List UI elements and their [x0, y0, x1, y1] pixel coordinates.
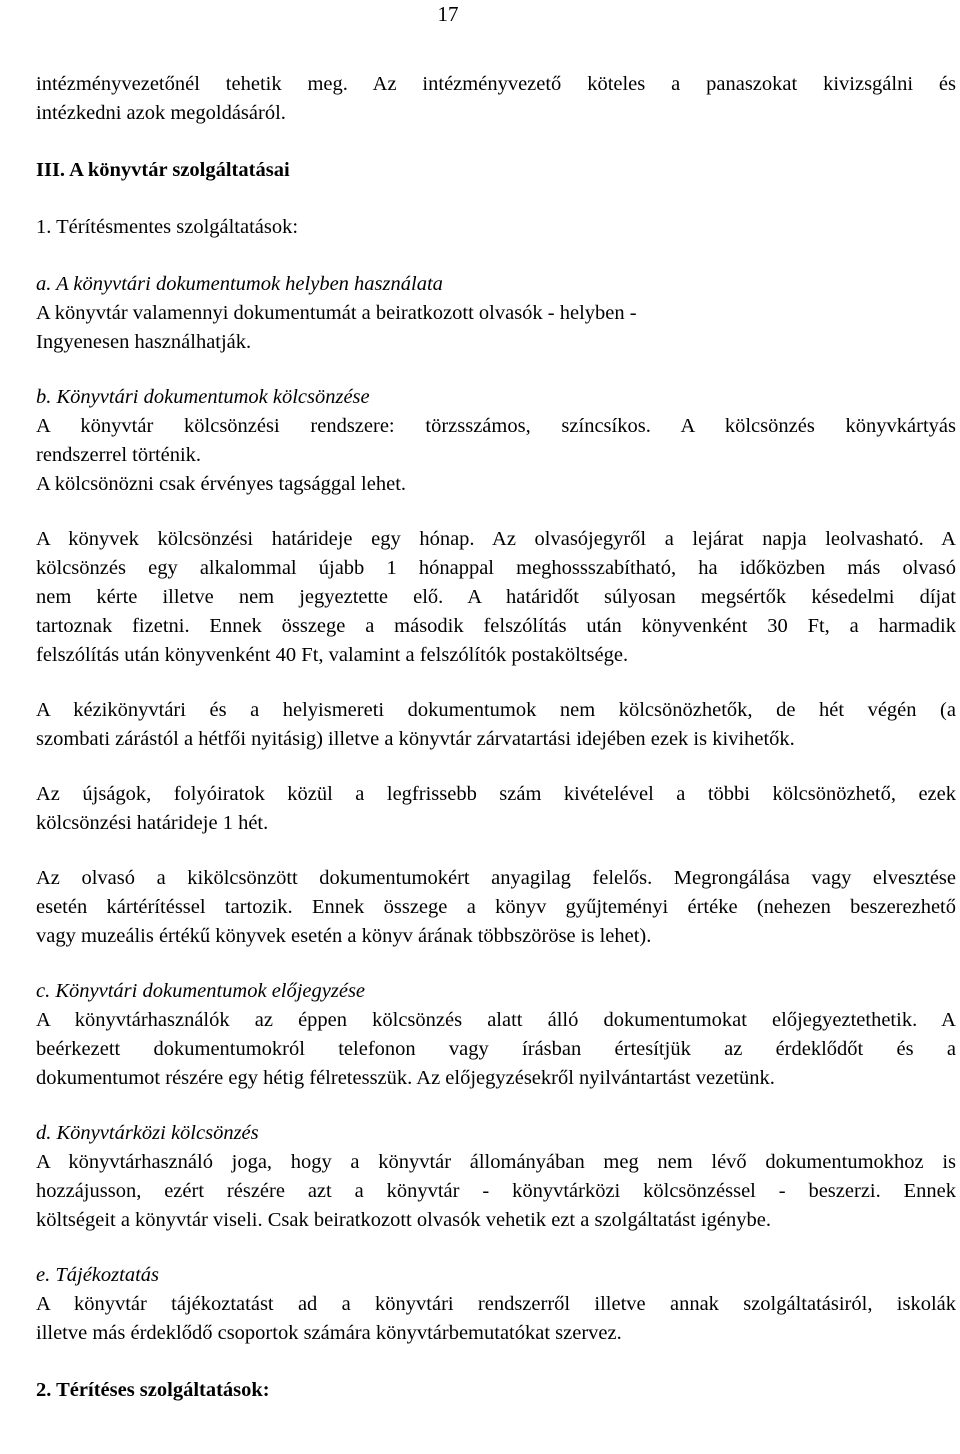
- text-line: A kézikönyvtári és a helyismereti dokumentumok nem kölcsönözhetők, de hét végén (a: [36, 699, 956, 721]
- text-line: illetve más érdeklődő csoportok számára könyvtárbemutatókat szervez.: [36, 1322, 622, 1344]
- paid-services-label: 2. Térítéses szolgáltatások:: [36, 1379, 270, 1401]
- item-a-paragraph: [36, 270, 956, 357]
- text-line: tartoznak fizetni. Ennek összege a második felszólítás után könyvenként 30 Ft, a harmadik: [36, 615, 956, 637]
- item-a-title: a. A könyvtári dokumentumok helyben használata: [36, 273, 443, 295]
- text-line: Az olvasó a kikölcsönzött dokumentumokért anyagilag felelős. Megrongálása vagy elvesztése: [36, 867, 956, 889]
- text-line: beérkezett dokumentumokról telefonon vagy írásban értesítjük az érdeklődőt és a: [36, 1038, 956, 1060]
- item-d-paragraph: [36, 1119, 956, 1235]
- text-line: vagy muzeális értékű könyvek esetén a könyv árának többszöröse is lehet).: [36, 925, 652, 947]
- text-line: dokumentumot részére egy hétig félretesszük. Az előjegyzésekről nyilvántartást vezetünk.: [36, 1067, 775, 1089]
- text-line: intézményvezetőnél tehetik meg. Az intézményvezető köteles a panaszokat kivizsgálni és: [36, 73, 956, 95]
- periodicals-paragraph: [36, 780, 956, 838]
- section-heading: [36, 156, 956, 185]
- item-b-title: b. Könyvtári dokumentumok kölcsönzése: [36, 386, 370, 408]
- section-title: A könyvtár szolgáltatásai: [69, 159, 290, 181]
- text-line: rendszerrel történik.: [36, 444, 202, 466]
- item-d-title: d. Könyvtárközi kölcsönzés: [36, 1122, 259, 1144]
- free-services-label: 1. Térítésmentes szolgáltatások:: [36, 216, 299, 238]
- text-line: A könyvtárhasználók az éppen kölcsönzés alatt álló dokumentumokat előjegyeztethetik. A: [36, 1009, 956, 1031]
- paid-services-heading: [36, 1376, 956, 1405]
- liability-paragraph: [36, 864, 956, 951]
- text-line: költségeit a könyvtár viseli. Csak beiratkozott olvasók vehetik ezt a szolgáltatást igénybe.: [36, 1209, 771, 1231]
- text-line: kölcsönzés egy alkalommal újabb 1 hónappal meghossszabítható, ha időközben más olvasó: [36, 557, 956, 579]
- text-line: A könyvtár tájékoztatást ad a könyvtári rendszerről illetve annak szolgáltatásiról, iskolák: [36, 1293, 956, 1315]
- intro-paragraph: [36, 70, 956, 128]
- item-b-paragraph: [36, 383, 956, 499]
- text-line: A kölcsönözni csak érvényes tagsággal lehet.: [36, 473, 407, 495]
- text-line: esetén kártérítéssel tartozik. Ennek összege a könyv gyűjteményi értéke (nehezen beszerezhető: [36, 896, 956, 918]
- page-number: 17: [437, 2, 459, 26]
- text-line: felszólítás után könyvenként 40 Ft, valamint a felszólítók postaköltsége.: [36, 644, 629, 666]
- text-line: A könyvtárhasználó joga, hogy a könyvtár állományában meg nem lévő dokumentumokhoz is: [36, 1151, 956, 1173]
- document-body: [36, 70, 956, 1405]
- text-line: Az újságok, folyóiratok közül a legfrissebb szám kivételével a többi kölcsönözhető, ezek: [36, 783, 956, 805]
- loan-period-paragraph: [36, 525, 956, 670]
- section-roman: III.: [36, 159, 66, 181]
- text-line: hozzájusson, ezért részére azt a könyvtár - könyvtárközi kölcsönzéssel - beszerzi. Ennek: [36, 1180, 956, 1202]
- item-e-paragraph: [36, 1261, 956, 1348]
- text-line: A könyvek kölcsönzési határideje egy hónap. Az olvasójegyről a lejárat napja leolvasható. A: [36, 528, 956, 550]
- text-line: intézkedni azok megoldásáról.: [36, 102, 286, 124]
- item-e-title: e. Tájékoztatás: [36, 1264, 159, 1286]
- text-line: kölcsönzési határideje 1 hét.: [36, 812, 269, 834]
- text-line: szombati zárástól a hétfői nyitásig) illetve a könyvtár zárvatartási idejében ezek is kivihetők.: [36, 728, 795, 750]
- item-c-title: c. Könyvtári dokumentumok előjegyzése: [36, 980, 366, 1002]
- item-c-paragraph: [36, 977, 956, 1093]
- text-line: nem kérte illetve nem jegyeztette elő. A határidőt súlyosan megsértők késedelmi díjat: [36, 586, 956, 608]
- reference-paragraph: [36, 696, 956, 754]
- text-line: Ingyenesen használhatják.: [36, 331, 252, 353]
- text-line: A könyvtár kölcsönzési rendszere: törzsszámos, színcsíkos. A kölcsönzés könyvkártyás: [36, 415, 956, 437]
- text-line: A könyvtár valamennyi dokumentumát a beiratkozott olvasók - helyben -: [36, 302, 637, 324]
- free-services-heading: [36, 213, 956, 242]
